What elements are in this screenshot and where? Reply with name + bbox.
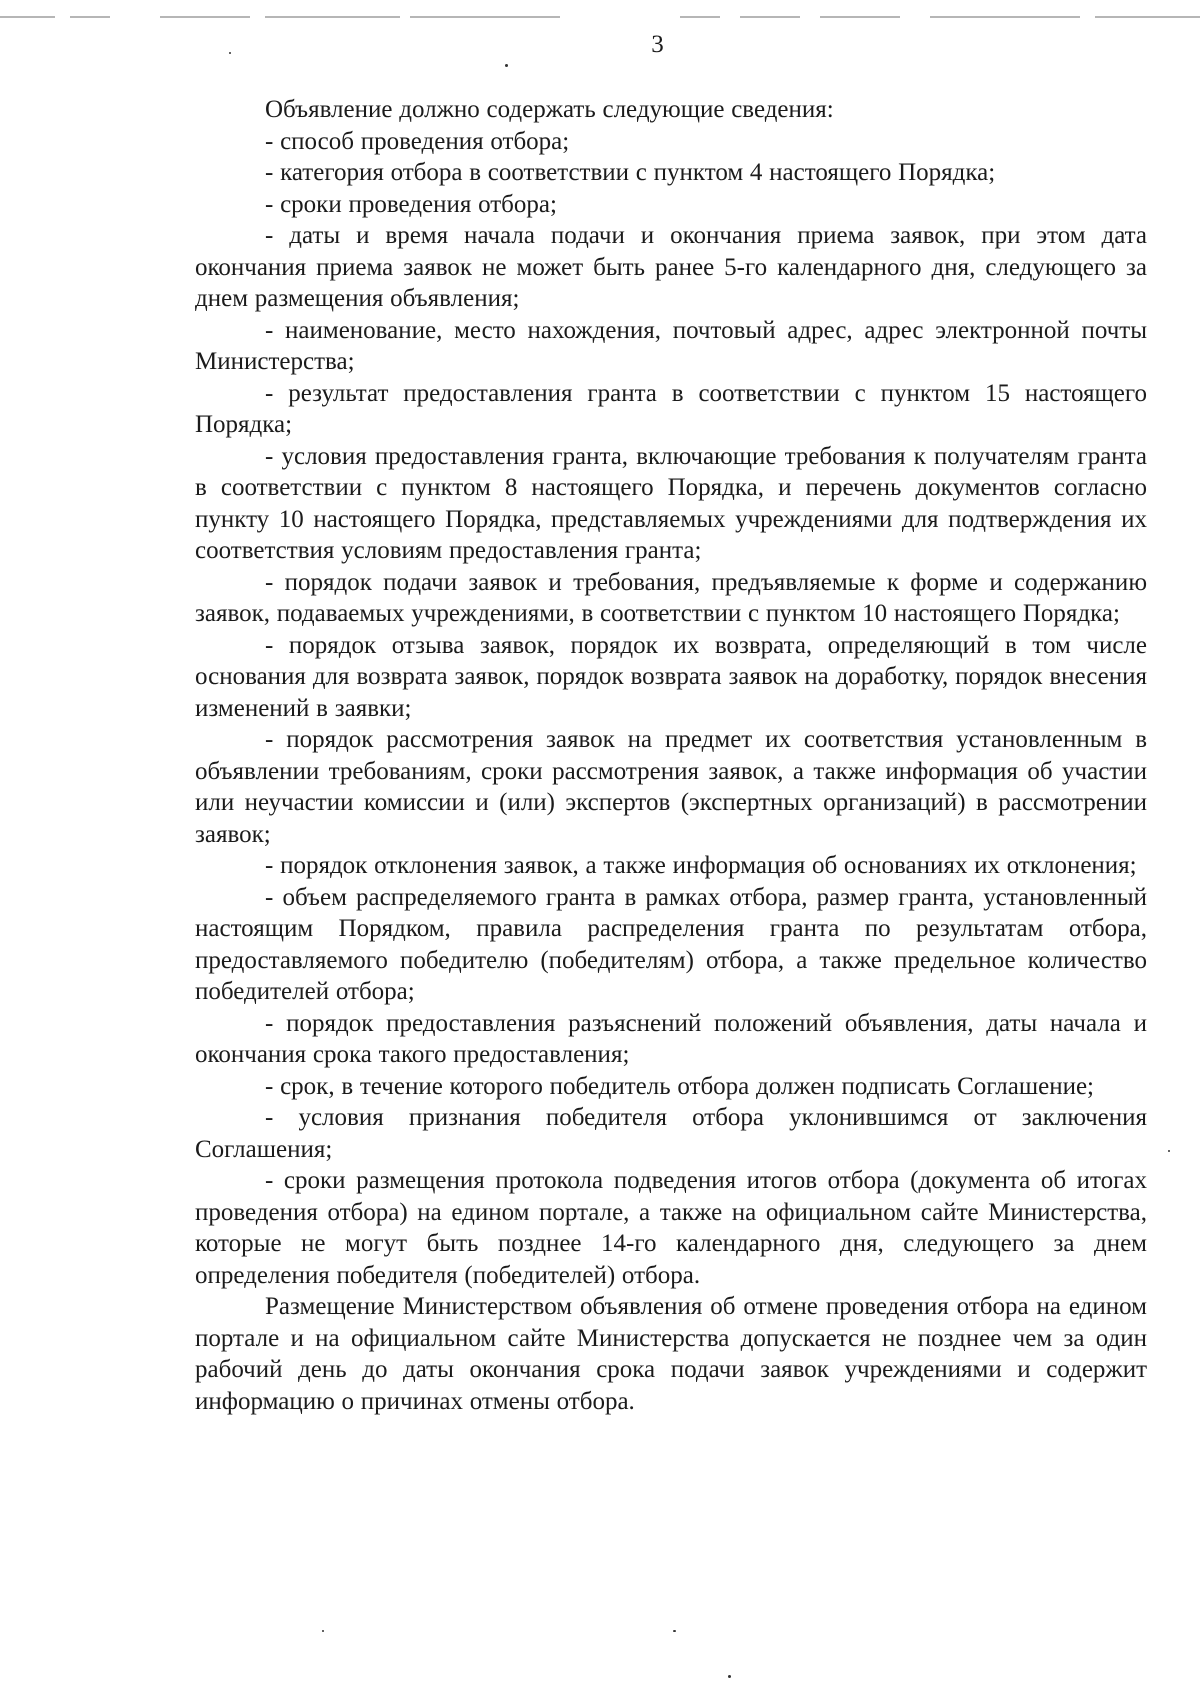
list-item: - объем распределяемого гранта в рамках отбора, размер гранта, установленный настоящим Порядком, правила распределения гранта по результатам отбора, предоставляемого победителю (победителям) отбора, а также предельное количество победителей отбора; [195,883,1147,1005]
scan-speck [1168,1150,1170,1152]
list-item: - срок, в течение которого победитель отбора должен подписать Соглашение; [265,1072,1094,1100]
list-item: - условия предоставления гранта, включающие требования к получателям гранта в соответствии с пунктом 8 настоящего Порядка, и перечень документов согласно пункту 10 настоящего Порядка, представляемых учреждениями для подтверждения их соответствия условиям предоставления гранта; [195,442,1147,564]
list-item: - порядок отклонения заявок, а также информация об основаниях их отклонения; [265,852,1137,879]
page-number: 3 [651,31,664,58]
list-item: - способ проведения отбора; [265,127,570,155]
intro-paragraph: Объявление должно содержать следующие сведения: [265,96,834,123]
scan-speck [673,1630,676,1632]
list-item: - порядок отзыва заявок, порядок их возврата, определяющий в том числе основания для возврата заявок, порядок возврата заявок на доработку, порядок внесения изменений в заявки; [195,631,1147,722]
list-item: - порядок рассмотрения заявок на предмет их соответствия установленным в объявлении требованиям, сроки рассмотрения заявок, а также информация об участии или неучастии комиссии и (или) экспертов (экспертных организаций) в рассмотрении заявок; [195,726,1147,848]
list-item: - даты и время начала подачи и окончания приема заявок, при этом дата окончания приема заявок не может быть ранее 5-го календарного дня, следующего за днем размещения объявления; [195,222,1147,312]
scan-speck [728,1675,731,1678]
scan-speck [505,64,508,67]
list-item: - наименование, место нахождения, почтовый адрес, адрес электронной почты Министерства; [195,316,1147,375]
list-item: - условия признания победителя отбора уклонившимся от заключения Соглашения; [195,1104,1147,1163]
scan-speck [229,52,231,54]
list-item: - сроки размещения протокола подведения итогов отбора (документа об итогах проведения отбора) на едином портале, а также на официальном сайте Министерства, которые не могут быть позднее 14-го календарного дня, следующего за днем определения победителя (победителей) отбора. [195,1167,1147,1289]
document-body [195,94,1147,1417]
closing-paragraph: Размещение Министерством объявления об отмене проведения отбора на едином портале и на официальном сайте Министерства допускается не позднее чем за один рабочий день до даты окончания срока подачи заявок учреждениями и содержит информацию о причинах отмены отбора. [195,1293,1147,1415]
list-item: - сроки проведения отбора; [265,190,557,218]
list-item: - порядок предоставления разъяснений положений объявления, даты начала и окончания срока такого предоставления; [195,1009,1147,1068]
scan-speck [322,1630,324,1632]
scan-top-edge-artifact [0,14,1200,20]
list-item: - результат предоставления гранта в соответствии с пунктом 15 настоящего Порядка; [195,379,1147,438]
list-item: - категория отбора в соответствии с пунктом 4 настоящего Порядка; [265,159,996,186]
list-item: - порядок подачи заявок и требования, предъявляемые к форме и содержанию заявок, подаваемых учреждениями, в соответствии с пунктом 10 настоящего Порядка; [195,568,1147,627]
